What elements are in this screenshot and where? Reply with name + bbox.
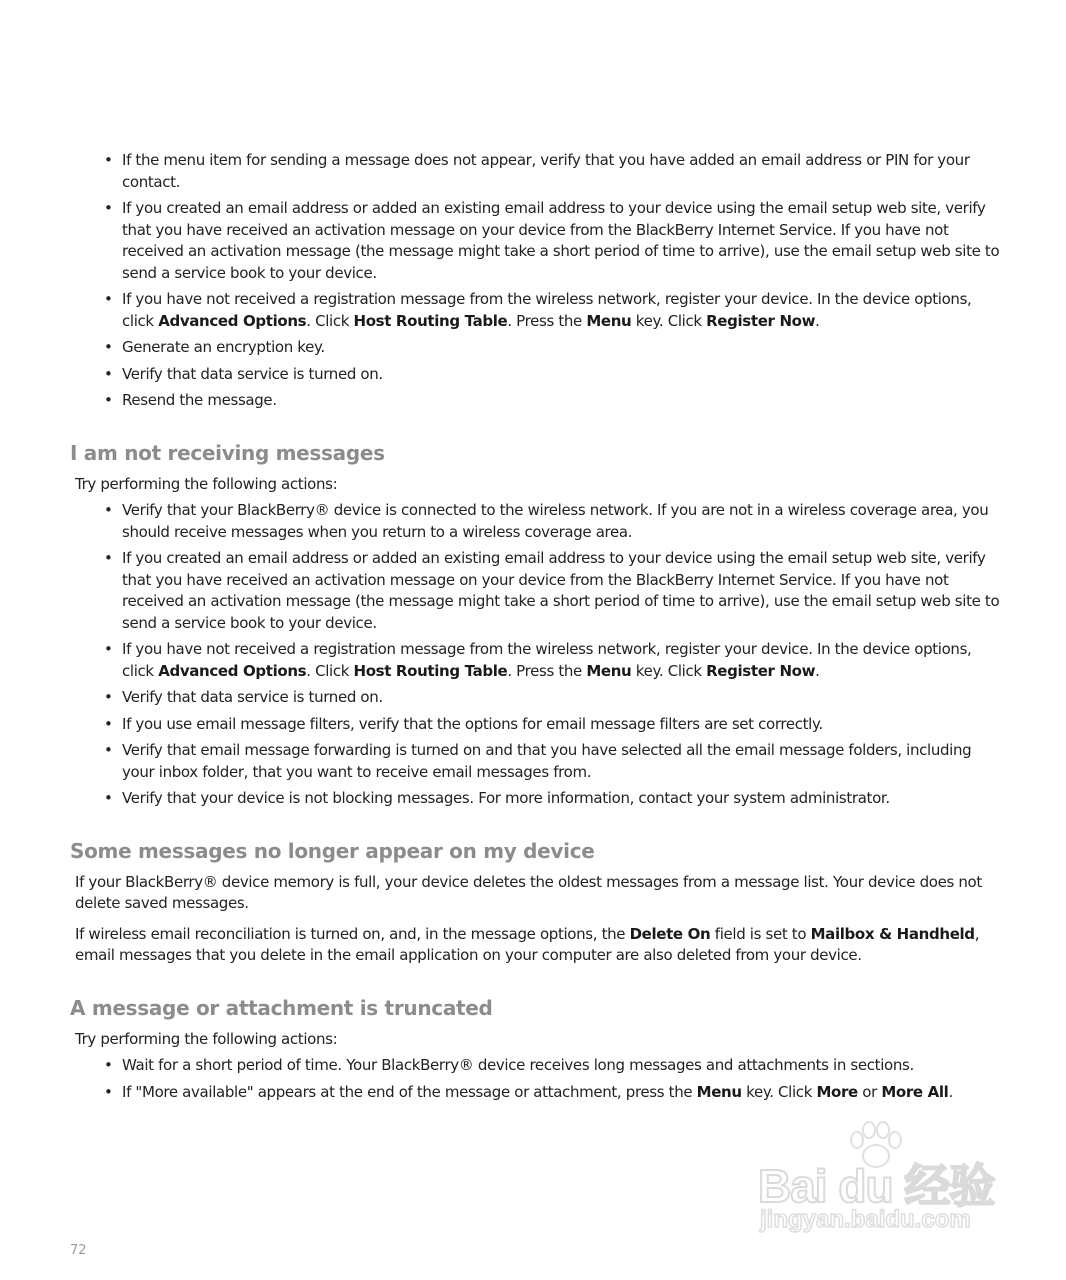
- text-run: key. Click: [631, 661, 707, 680]
- bold-ui-term: Menu: [586, 661, 632, 680]
- list-item: [104, 1055, 1000, 1077]
- list-item: [104, 500, 1000, 543]
- text-run: . Press the: [507, 311, 587, 330]
- text-run: If you created an email address or added an existing email address to your device using the email setup web site, verify that you have received an activation message on your device from the BlackBerry Internet Service. If you have not received an activation message (the message might take a short period of time to arrive), use the email setup web site to send a service book to your device.: [122, 199, 1000, 282]
- text-run: If wireless email reconciliation is turned on, and, in the message options, the: [75, 924, 630, 943]
- bold-ui-term: More All: [881, 1082, 949, 1101]
- text-run: If your BlackBerry® device memory is full, your device deletes the oldest messages from a message list. Your device does not delete saved messages.: [75, 872, 982, 912]
- bullet-icon: •: [104, 151, 113, 169]
- list-item: [104, 548, 1000, 634]
- text-run: If you created an email address or added an existing email address to your device using the email setup web site, verify that you have received an activation message on your device from the BlackBerry Internet Service. If you have not received an activation message (the message might take a short period of time to arrive), use the email setup web site to send a service book to your device.: [122, 549, 1000, 632]
- intro-not-receiving: Try performing the following actions:: [75, 474, 338, 493]
- list-item: [104, 289, 1000, 332]
- bullet-icon: •: [104, 1056, 113, 1074]
- bold-ui-term: Host Routing Table: [353, 661, 508, 680]
- list-item: [104, 1082, 1000, 1104]
- bold-ui-term: Register Now: [706, 311, 816, 330]
- paragraph: [75, 872, 1000, 915]
- bullet-icon: •: [104, 549, 113, 567]
- no-longer-appear-paragraphs: [70, 872, 1000, 967]
- not-receiving-bullet-list: [70, 500, 1000, 810]
- bold-ui-term: More: [816, 1082, 858, 1101]
- text-run: Verify that data service is turned on.: [122, 364, 383, 383]
- text-run: or: [857, 1082, 882, 1101]
- heading-not-receiving: I am not receiving messages: [70, 440, 385, 465]
- text-run: If you use email message filters, verify that the options for email message filters are set correctly.: [122, 714, 823, 733]
- page-content: [70, 150, 1000, 1108]
- list-item: [104, 788, 1000, 810]
- heading-truncated: A message or attachment is truncated: [70, 995, 493, 1020]
- text-run: Verify that email message forwarding is turned on and that you have selected all the email message folders, including your inbox folder, that you want to receive email messages from.: [122, 741, 972, 781]
- bullet-icon: •: [104, 364, 113, 383]
- bullet-icon: •: [104, 640, 113, 658]
- text-run: . Press the: [507, 661, 587, 680]
- bold-ui-term: Host Routing Table: [353, 311, 508, 330]
- intro-truncated: Try performing the following actions:: [75, 1029, 338, 1048]
- text-run: Generate an encryption key.: [122, 338, 325, 356]
- bullet-icon: •: [104, 789, 113, 807]
- heading-no-longer-appear: Some messages no longer appear on my device: [70, 838, 595, 863]
- list-item: [104, 390, 1000, 412]
- bullet-icon: •: [104, 688, 113, 706]
- text-run: . Click: [306, 311, 354, 330]
- text-run: Verify that your device is not blocking messages. For more information, contact your system administrator.: [122, 789, 890, 807]
- top-bullet-list: [70, 150, 1000, 412]
- truncated-bullet-list: [70, 1055, 1000, 1103]
- bold-ui-term: Delete On: [629, 924, 711, 943]
- text-run: , email messages that you delete in the email application on your computer are also deleted from your device.: [75, 924, 980, 964]
- list-item: [104, 198, 1000, 284]
- bold-ui-term: Advanced Options: [158, 311, 307, 330]
- text-run: key. Click: [741, 1082, 817, 1101]
- text-run: Resend the message.: [122, 391, 277, 409]
- bullet-icon: •: [104, 290, 113, 308]
- text-run: If you have not received a registration message from the wireless network, register your device. In the device options, click: [122, 290, 972, 330]
- list-item: [104, 740, 1000, 783]
- text-run: Verify that data service is turned on.: [122, 688, 383, 706]
- bullet-icon: •: [104, 1082, 113, 1101]
- bold-ui-term: Menu: [696, 1082, 742, 1101]
- baidu-watermark: [750, 1120, 1010, 1240]
- text-run: Wait for a short period of time. Your BlackBerry® device receives long messages and attachments in sections.: [122, 1056, 914, 1074]
- paragraph: [75, 924, 1000, 967]
- bold-ui-term: Mailbox & Handheld: [810, 924, 975, 943]
- page-number: 72: [70, 1243, 87, 1258]
- text-run: field is set to: [710, 924, 811, 943]
- text-run: If you have not received a registration message from the wireless network, register your device. In the device options, click: [122, 640, 972, 680]
- bullet-icon: •: [104, 338, 113, 356]
- bullet-icon: •: [104, 391, 113, 409]
- list-item: [104, 150, 1000, 193]
- list-item: [104, 687, 1000, 709]
- list-item: [104, 714, 1000, 736]
- bullet-icon: •: [104, 741, 113, 759]
- bullet-icon: •: [104, 714, 113, 733]
- list-item: [104, 639, 1000, 682]
- bullet-icon: •: [104, 199, 113, 217]
- watermark-logo-text: Bai du 经验: [758, 1160, 995, 1212]
- text-run: .: [815, 311, 820, 330]
- text-run: key. Click: [631, 311, 707, 330]
- text-run: If "More available" appears at the end of the message or attachment, press the: [122, 1082, 697, 1101]
- bullet-icon: •: [104, 501, 113, 519]
- bold-ui-term: Menu: [586, 311, 632, 330]
- text-run: .: [815, 661, 820, 680]
- list-item: [104, 364, 1000, 386]
- bold-ui-term: Register Now: [706, 661, 816, 680]
- list-item: [104, 337, 1000, 359]
- bold-ui-term: Advanced Options: [158, 661, 307, 680]
- text-run: Verify that your BlackBerry® device is connected to the wireless network. If you are not in a wireless coverage area, you should receive messages when you return to a wireless coverage area.: [122, 501, 989, 541]
- text-run: .: [948, 1082, 953, 1101]
- text-run: . Click: [306, 661, 354, 680]
- watermark-url: jingyan.baidu.com: [760, 1206, 971, 1233]
- text-run: If the menu item for sending a message does not appear, verify that you have added an email address or PIN for your contact.: [122, 151, 970, 191]
